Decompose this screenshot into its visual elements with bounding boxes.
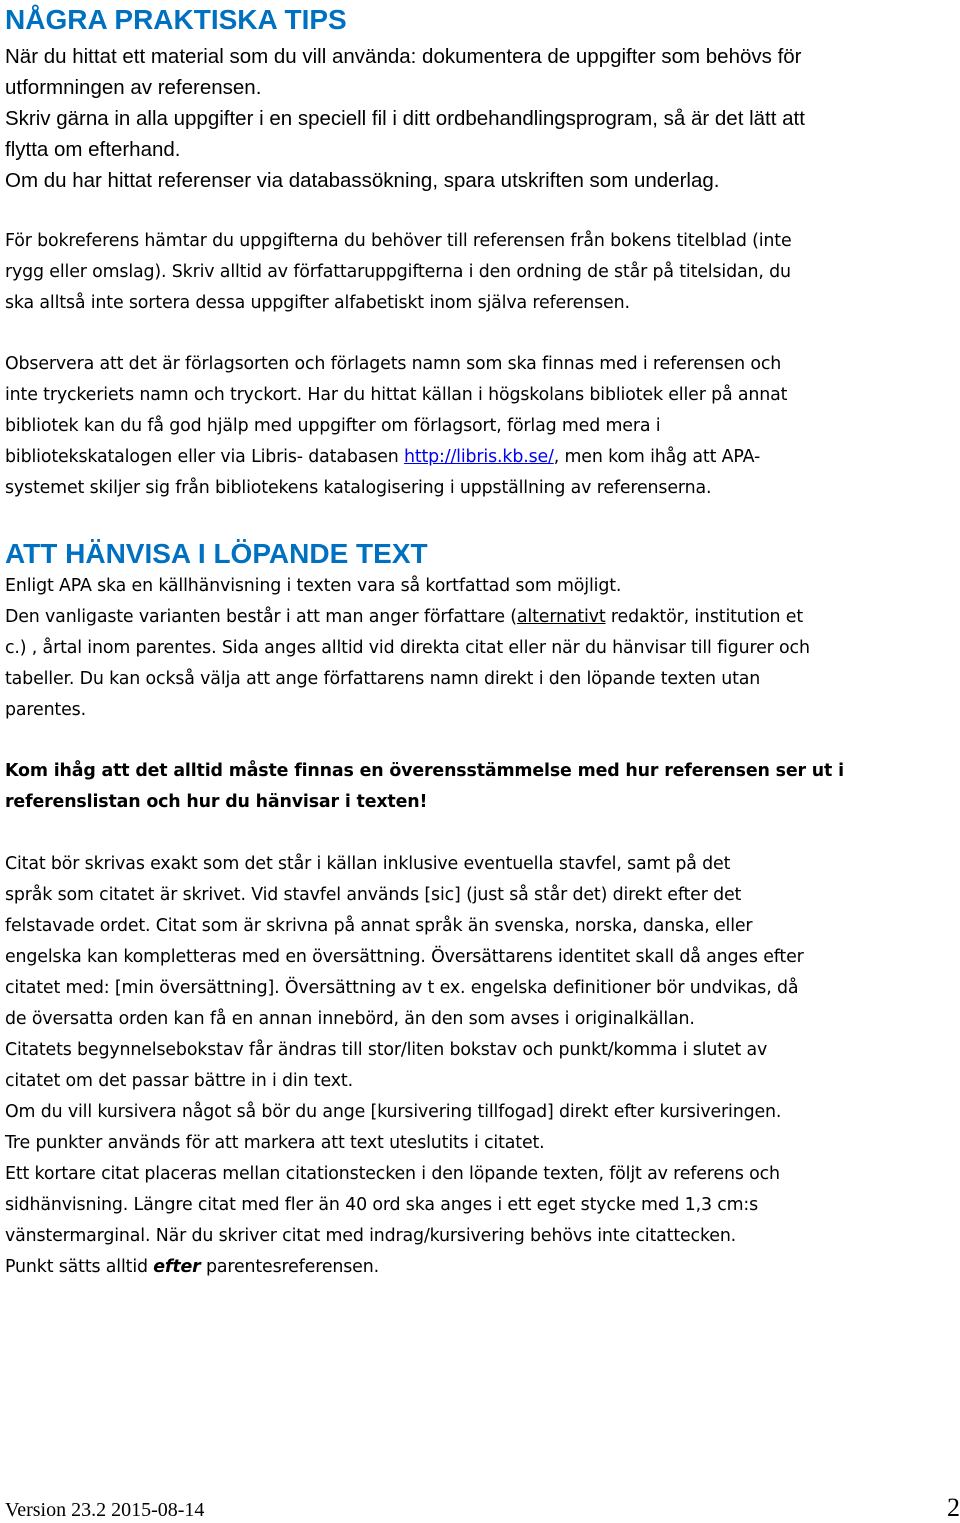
paragraph-line: språk som citatet är skrivet. Vid stavfel används [sic] (just så står det) direkt efter det	[5, 885, 742, 905]
paragraph-line: sidhänvisning. Längre citat med fler än 40 ord ska anges i ett eget stycke med 1,3 cm:s	[5, 1195, 759, 1215]
paragraph-line: referenslistan och hur du hänvisar i texten!	[5, 792, 428, 812]
paragraph-text: redaktör, institution et	[605, 607, 803, 627]
paragraph-line	[5, 442, 957, 473]
paragraph-line: felstavade ordet. Citat som är skrivna på annat språk än svenska, norska, danska, eller	[5, 916, 753, 936]
paragraph-line: tabeller. Du kan också välja att ange författarens namn direkt i den löpande texten utan	[5, 669, 761, 689]
tips-line: När du hittat ett material som du vill använda: dokumentera de uppgifter som behövs för	[5, 45, 802, 68]
tips-line: Om du har hittat referenser via databassökning, spara utskriften som underlag.	[5, 169, 720, 192]
paragraph-text: Punkt sätts alltid	[5, 1257, 154, 1277]
tips-line: utformningen av referensen.	[5, 76, 262, 99]
paragraph-line: de översatta orden kan få en annan innebörd, än den som avses i originalkällan.	[5, 1009, 695, 1029]
publisher-paragraph	[5, 349, 957, 504]
paragraph-line: ska alltså inte sortera dessa uppgifter alfabetiskt inom själva referensen.	[5, 293, 630, 313]
emphasized-word: efter	[153, 1257, 201, 1277]
paragraph-line: citatet om det passar bättre in i din text.	[5, 1071, 353, 1091]
paragraph-line: parentes.	[5, 700, 86, 720]
paragraph-line: Enligt APA ska en källhänvisning i texten vara så kortfattad som möjligt.	[5, 576, 622, 596]
quotes-paragraph	[5, 849, 957, 1283]
tips-section	[5, 41, 957, 196]
paragraph-line: Kom ihåg att det alltid måste finnas en överensstämmelse med hur referensen ser ut i	[5, 761, 844, 781]
paragraph-line: Om du vill kursivera något så bör du ange [kursivering tillfogad] direkt efter kursiveringen.	[5, 1102, 782, 1122]
paragraph-line: engelska kan kompletteras med en översättning. Översättarens identitet skall då anges efter	[5, 947, 804, 967]
paragraph-line: Ett kortare citat placeras mellan citationstecken i den löpande texten, följt av referens och	[5, 1164, 780, 1184]
paragraph-line: c.) , årtal inom parentes. Sida anges alltid vid direkta citat eller när du hänvisar till figurer och	[5, 638, 810, 658]
heading-praktiska-tips: NÅGRA PRAKTISKA TIPS	[5, 4, 347, 35]
paragraph-line: För bokreferens hämtar du uppgifterna du behöver till referensen från bokens titelblad (inte	[5, 231, 792, 251]
paragraph-text: Den vanligaste varianten består i att man anger författare (	[5, 607, 517, 627]
paragraph-line: inte tryckeriets namn och tryckort. Har du hittat källan i högskolans bibliotek eller på annat	[5, 385, 788, 405]
paragraph-line: Citatets begynnelsebokstav får ändras till stor/liten bokstav och punkt/komma i slutet av	[5, 1040, 768, 1060]
book-reference-paragraph	[5, 226, 957, 319]
paragraph-line	[5, 602, 957, 633]
paragraph-line: Observera att det är förlagsorten och förlagets namn som ska finnas med i referensen och	[5, 354, 782, 374]
heading-hanvisa-lopande-text: ATT HÄNVISA I LÖPANDE TEXT	[5, 538, 428, 569]
paragraph-text: parentesreferensen.	[200, 1257, 379, 1277]
page-number: 2	[947, 1493, 960, 1522]
paragraph-text: , men kom ihåg att APA-	[553, 447, 761, 467]
paragraph-line	[5, 1252, 957, 1283]
version-label: Version 23.2 2015-08-14	[5, 1499, 205, 1521]
paragraph-line: bibliotek kan du få god hjälp med uppgifter om förlagsort, förlag med mera i	[5, 416, 661, 436]
paragraph-line: rygg eller omslag). Skriv alltid av författaruppgifterna i den ordning de står på titelsidan, du	[5, 262, 791, 282]
libris-link[interactable]: http://libris.kb.se/	[403, 447, 554, 467]
paragraph-line: Citat bör skrivas exakt som det står i källan inklusive eventuella stavfel, samt på det	[5, 854, 731, 874]
paragraph-line: systemet skiljer sig från bibliotekens katalogisering i uppställning av referenserna.	[5, 478, 712, 498]
underlined-word: alternativt	[516, 607, 606, 627]
paragraph-text: bibliotekskatalogen eller via Libris- databasen	[5, 447, 404, 467]
tips-line: flytta om efterhand.	[5, 138, 181, 161]
tips-line: Skriv gärna in alla uppgifter i en speciell fil i ditt ordbehandlingsprogram, så är det lätt att	[5, 107, 805, 130]
paragraph-line: vänstermarginal. När du skriver citat med indrag/kursivering behövs inte citattecken.	[5, 1226, 737, 1246]
document-page	[5, 0, 960, 1523]
apa-paragraph	[5, 571, 957, 726]
paragraph-line: citatet med: [min översättning]. Översättning av t ex. engelska definitioner bör undvikas, då	[5, 978, 799, 998]
remember-paragraph	[5, 756, 957, 818]
paragraph-line: Tre punkter används för att markera att text uteslutits i citatet.	[5, 1133, 545, 1153]
